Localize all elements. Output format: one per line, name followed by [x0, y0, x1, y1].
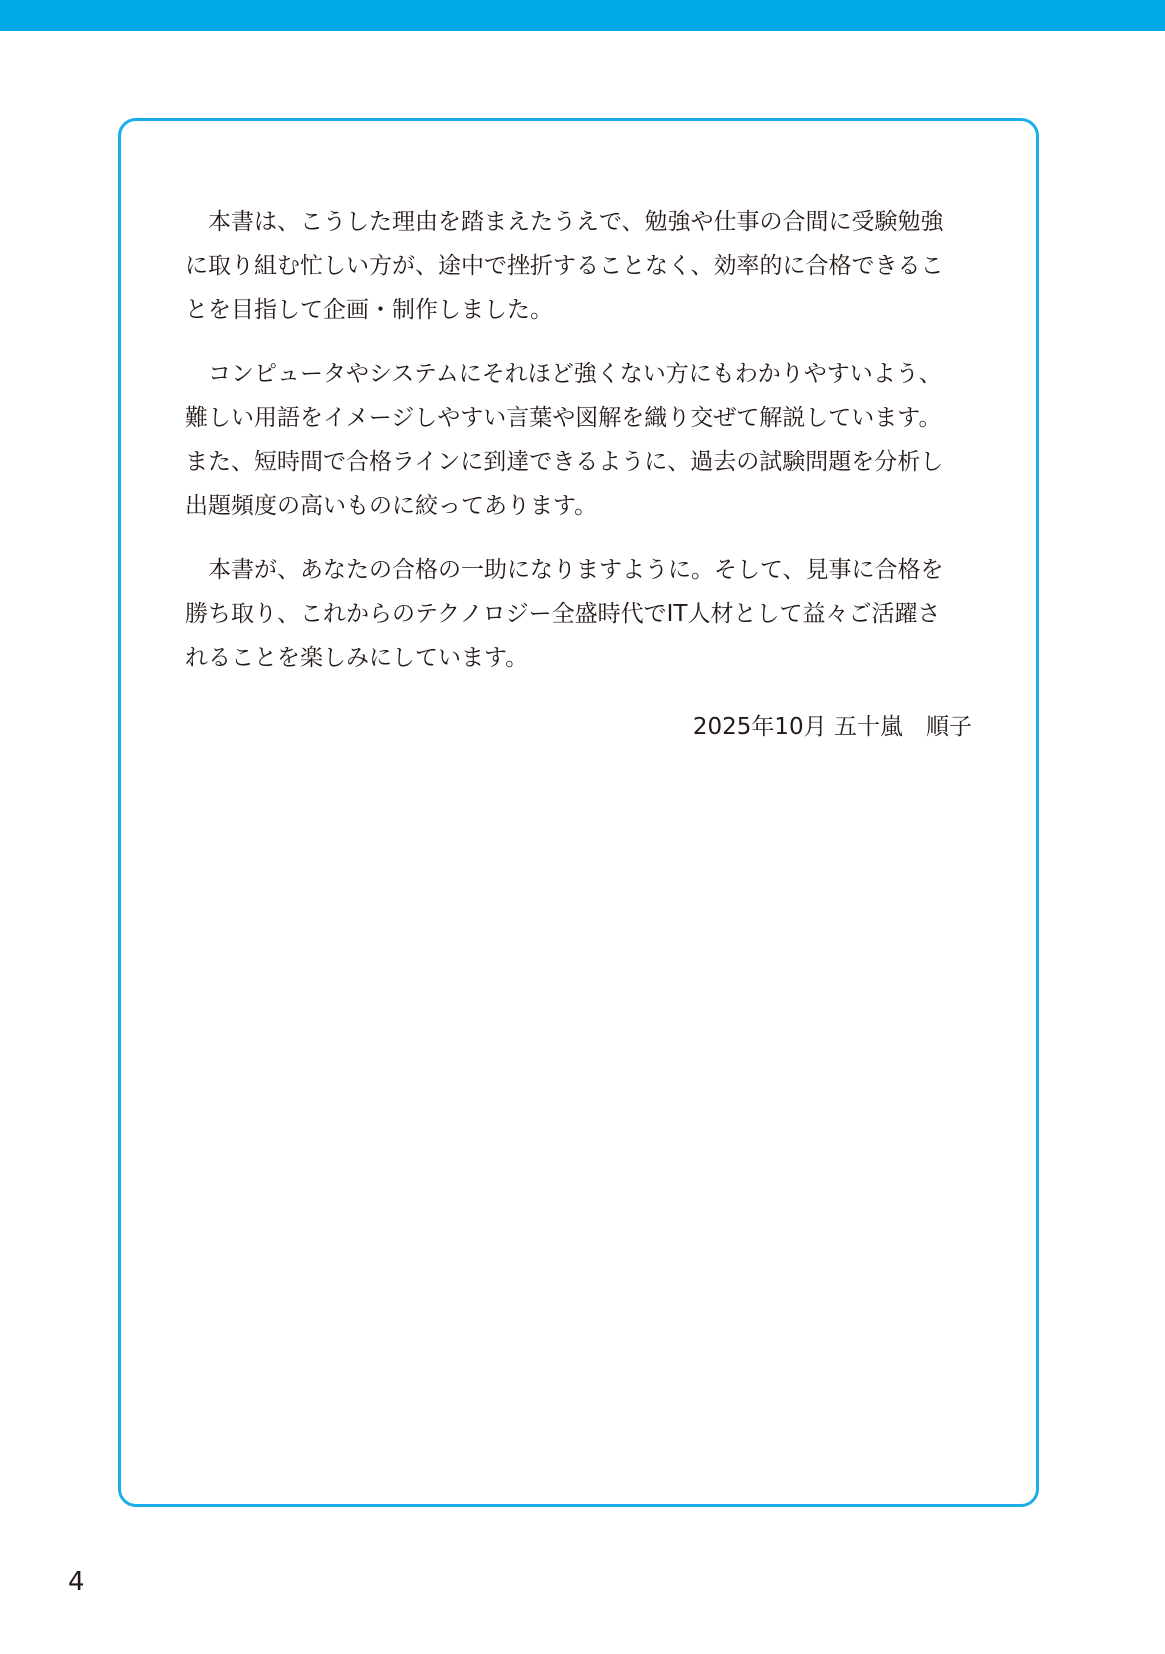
paragraph-line: 本書は、こうした理由を踏まえたうえで、勉強や仕事の合間に受験勉強 [208, 209, 944, 235]
paragraph-line: 本書が、あなたの合格の一助になりますように。そして、見事に合格を [208, 557, 944, 583]
paragraph-line: れることを楽しみにしています。 [185, 645, 529, 671]
preface-body [185, 200, 985, 680]
paragraph-line: に取り組む忙しい方が、途中で挫折することなく、効率的に合格できるこ [185, 253, 944, 279]
header-accent-bar [0, 0, 1165, 31]
paragraph-line: とを目指して企画・制作しました。 [185, 297, 553, 323]
paragraph-2 [185, 352, 985, 528]
paragraph-3 [185, 548, 985, 680]
paragraph-line: 難しい用語をイメージしやすい言葉や図解を織り交ぜて解説しています。 [185, 405, 942, 431]
paragraph-line: 勝ち取り、これからのテクノロジー全盛時代でIT人材として益々ご活躍さ [185, 601, 941, 627]
paragraph-line: 出題頻度の高いものに絞ってあります。 [185, 493, 598, 519]
paragraph-line: コンピュータやシステムにそれほど強くない方にもわかりやすいよう、 [208, 361, 942, 387]
signature-date-author: 2025年10月 五十嵐 順子 [692, 714, 972, 740]
paragraph-line: また、短時間で合格ラインに到達できるように、過去の試験問題を分析し [185, 449, 944, 475]
paragraph-1 [185, 200, 985, 332]
page-number: 4 [68, 1567, 85, 1597]
